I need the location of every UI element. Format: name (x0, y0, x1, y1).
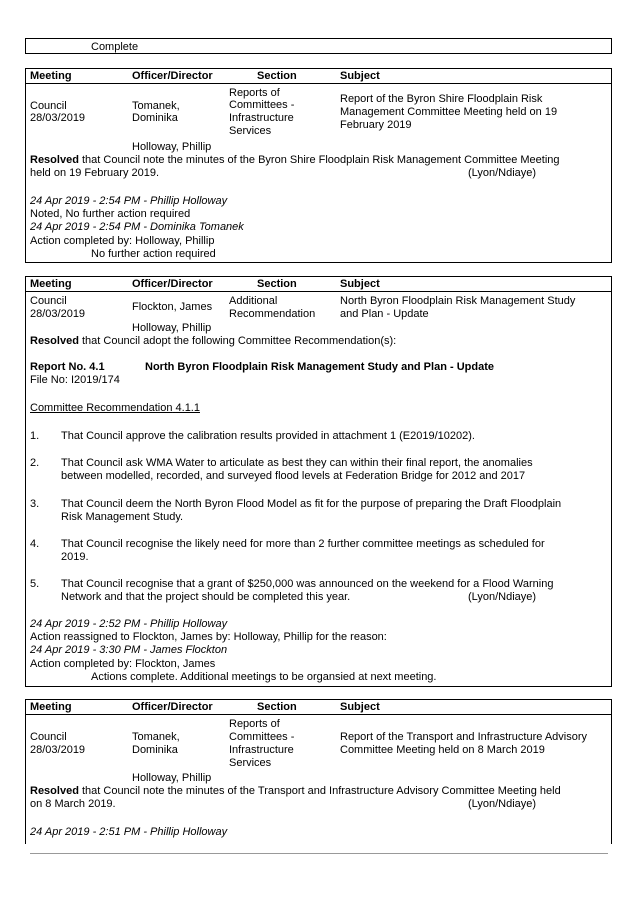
meeting-date: 28/03/2019 (30, 112, 86, 124)
section-text: Reports of (229, 87, 280, 99)
header-subject: Subject (340, 278, 380, 290)
item-number: 3. (30, 498, 40, 510)
log-entry: Action completed by: Flockton, James (30, 658, 216, 670)
subject-text: February 2019 (340, 119, 412, 131)
log-note: Actions complete. Additional meetings to be organsied at next meeting. (91, 671, 437, 683)
item-number: 4. (30, 538, 40, 550)
item-text: That Council recognise that a grant of $250,000 was announced on the weekend for a Flood Warning (61, 578, 554, 590)
item-text: 2019. (61, 551, 89, 563)
director-name: Holloway, Phillip (132, 322, 212, 334)
item-text: That Council deem the North Byron Flood Model as fit for the purpose of preparing the Draft Floodplain (61, 498, 562, 510)
section-text: Infrastructure (229, 744, 294, 756)
log-timestamp: 24 Apr 2019 - 2:54 PM - Dominika Tomanek (30, 221, 244, 233)
section-text: Reports of (229, 718, 280, 730)
footer-divider (30, 853, 608, 854)
table-header (26, 69, 611, 84)
subject-text: Report of the Byron Shire Floodplain Risk (340, 93, 543, 105)
subject-text: Report of the Transport and Infrastructure Advisory (340, 731, 588, 743)
subject-text: Committee Meeting held on 8 March 2019 (340, 744, 545, 756)
log-timestamp: 24 Apr 2019 - 3:30 PM - James Flockton (30, 644, 228, 656)
item-text: That Council recognise the likely need for more than 2 further committee meetings as scheduled for (61, 538, 545, 550)
log-timestamp: 24 Apr 2019 - 2:52 PM - Phillip Holloway (30, 618, 228, 630)
resolution-body: that Council adopt the following Committee Recommendation(s): (78, 335, 397, 347)
file-number: File No: I2019/174 (30, 374, 120, 386)
committee-recommendation-heading (30, 402, 200, 414)
header-meeting: Meeting (30, 278, 72, 290)
mover-seconder: (Lyon/Ndiaye) (468, 798, 537, 810)
header-subject: Subject (340, 70, 380, 82)
section-text: Recommendation (229, 308, 316, 320)
resolution-text (30, 335, 396, 347)
resolution-text (30, 154, 560, 166)
item-text: That Council approve the calibration results provided in attachment 1 (E2019/10202). (61, 430, 475, 442)
meeting-date: 28/03/2019 (30, 744, 86, 756)
action-record-3 (25, 699, 612, 844)
log-note: No further action required (91, 248, 216, 260)
officer-name: Dominika (132, 744, 178, 756)
action-record-2 (25, 276, 612, 687)
section-text: Additional (229, 295, 278, 307)
resolved-label: Resolved (30, 335, 79, 347)
officer-name: Flockton, James (132, 301, 213, 313)
item-text: Network and that the project should be completed this year. (61, 591, 351, 603)
header-section: Section (257, 70, 297, 82)
officer-name: Tomanek, (132, 100, 180, 112)
header-meeting: Meeting (30, 70, 72, 82)
officer-name: Tomanek, (132, 731, 180, 743)
resolution-body: that Council note the minutes of the Transport and Infrastructure Advisory Committee Meeting held (78, 785, 561, 797)
report-title: North Byron Floodplain Risk Management Study and Plan - Update (145, 361, 494, 373)
subject-text: and Plan - Update (340, 308, 429, 320)
mover-seconder: (Lyon/Ndiaye) (468, 167, 537, 179)
action-record-1 (25, 68, 612, 263)
resolved-label: Resolved (30, 154, 79, 166)
officer-name: Dominika (132, 112, 178, 124)
subject-text: Management Committee Meeting held on 19 (340, 106, 558, 118)
report-number: Report No. 4.1 (30, 361, 105, 373)
item-text: Risk Management Study. (61, 511, 184, 523)
section-text: Committees - (229, 731, 295, 743)
committee-recommendation-number: 4.1.1 (175, 402, 200, 414)
log-timestamp: 24 Apr 2019 - 2:51 PM - Phillip Holloway (30, 826, 228, 838)
item-number: 1. (30, 430, 40, 442)
header-meeting: Meeting (30, 701, 72, 713)
meeting-name: Council (30, 731, 67, 743)
resolution-body: that Council note the minutes of the Byron Shire Floodplain Risk Management Committee Meeting (78, 154, 560, 166)
header-officer: Officer/Director (132, 701, 213, 713)
resolved-label: Resolved (30, 785, 79, 797)
table-header (26, 700, 611, 715)
log-entry: Action completed by: Holloway, Phillip (30, 235, 215, 247)
log-timestamp: 24 Apr 2019 - 2:54 PM - Phillip Holloway (30, 195, 228, 207)
log-entry: Noted, No further action required (30, 208, 191, 220)
item-number: 5. (30, 578, 40, 590)
mover-seconder: (Lyon/Ndiaye) (468, 591, 537, 603)
section-text: Committees - (229, 99, 295, 111)
log-entry: Action reassigned to Flockton, James by: Holloway, Phillip for the reason: (30, 631, 387, 643)
header-section: Section (257, 278, 297, 290)
meeting-name: Council (30, 295, 67, 307)
header-officer: Officer/Director (132, 278, 213, 290)
section-text: Services (229, 757, 272, 769)
resolution-text-cont: on 8 March 2019. (30, 798, 116, 810)
previous-record-tail (25, 38, 612, 54)
header-section: Section (257, 701, 297, 713)
header-subject: Subject (340, 701, 380, 713)
director-name: Holloway, Phillip (132, 772, 212, 784)
resolution-text (30, 785, 561, 797)
meeting-name: Council (30, 100, 67, 112)
status-text: Complete (91, 41, 139, 53)
header-officer: Officer/Director (132, 70, 213, 82)
item-text: between modelled, recorded, and surveyed flood levels at Federation Bridge for 2012 and 2017 (61, 470, 526, 482)
resolution-text-cont: held on 19 February 2019. (30, 167, 160, 179)
section-text: Services (229, 125, 272, 137)
meeting-date: 28/03/2019 (30, 308, 86, 320)
section-text: Infrastructure (229, 112, 294, 124)
item-number: 2. (30, 457, 40, 469)
committee-recommendation-label: Committee Recommendation (30, 402, 173, 414)
subject-text: North Byron Floodplain Risk Management Study (340, 295, 576, 307)
table-header (26, 277, 611, 292)
director-name: Holloway, Phillip (132, 141, 212, 153)
item-text: That Council ask WMA Water to articulate as best they can within their final report, the anomalies (61, 457, 533, 469)
